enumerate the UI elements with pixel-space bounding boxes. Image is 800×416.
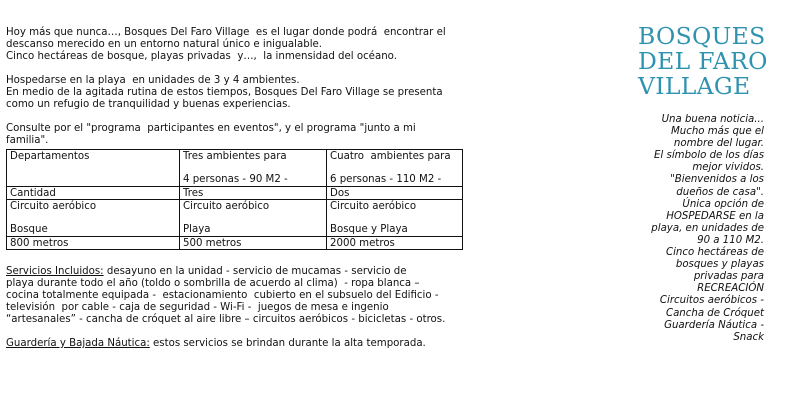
table-row <box>7 150 463 187</box>
table-cell: 500 metros <box>180 236 327 250</box>
logo-line-2: DEL FARO <box>638 47 768 75</box>
sidebar-note: Una buena noticia... Mucho más que el nombre del lugar. El símbolo de los días mejor vividos. "Bienvenidos a los dueños de casa". Única opción de HOSPEDARSE en la playa, en unidades de 90 a 110 M2. Cinco hectáreas de bosques y playas privadas para RECREACIÓN Circuitos aeróbicos - Cancha de Cróquet Guardería Náutica - Snack <box>651 114 764 343</box>
nautical-line <box>6 338 476 350</box>
consult-line-1: Consulte por el "programa participantes en eventos", y el programa "junto a mi <box>6 123 416 134</box>
logo-line-1: BOSQUES <box>638 22 766 50</box>
logo-line-3: VILLAGE <box>638 72 751 100</box>
table-cell: Cantidad <box>7 186 180 200</box>
services-line-4: televisión por cable - caja de seguridad - Wi-Fi - juegos de mesa e ingenio <box>6 302 389 313</box>
intro-line-3: Cinco hectáreas de bosque, playas privadas y…, la inmensidad del océano. <box>6 51 397 62</box>
main-content <box>6 27 476 350</box>
table-row <box>7 236 463 250</box>
stay-line-1: Hospedarse en la playa en unidades de 3 y 4 ambientes. <box>6 75 300 86</box>
services-line-1 <box>6 266 476 278</box>
table-cell: Circuito aeróbico Playa <box>180 200 327 237</box>
apartments-table <box>6 149 463 250</box>
table-cell: Departamentos <box>7 150 180 187</box>
table-cell: Cuatro ambientes para 6 personas - 110 M2 - <box>327 150 463 187</box>
table-cell: Tres <box>180 186 327 200</box>
consult-line-2: familia". <box>6 135 49 146</box>
services-heading: Servicios Incluidos: <box>6 266 104 277</box>
services-line-3: cocina totalmente equipada - estacionamiento cubierto en el subsuelo del Edificio - <box>6 290 439 301</box>
brand-logo <box>638 24 768 99</box>
table-cell: Dos <box>327 186 463 200</box>
table-cell: Circuito aeróbico Bosque y Playa <box>327 200 463 237</box>
table-row <box>7 186 463 200</box>
nautical-text: estos servicios se brindan durante la alta temporada. <box>149 338 426 349</box>
services-line-2: playa durante todo el año (toldo o sombrilla de acuerdo al clima) - ropa blanca – <box>6 278 420 289</box>
services-line-5: “artesanales” - cancha de cróquet al aire libre – circuitos aeróbicos - bicicletas - otros. <box>6 314 446 325</box>
intro-line-2: descanso merecido en un entorno natural único e inigualable. <box>6 39 323 50</box>
table-cell: Tres ambientes para 4 personas - 90 M2 - <box>180 150 327 187</box>
table-cell: 2000 metros <box>327 236 463 250</box>
stay-line-2: En medio de la agitada rutina de estos tiempos, Bosques Del Faro Village se presenta <box>6 87 443 98</box>
services-text: desayuno en la unidad - servicio de mucamas - servicio de <box>103 266 407 277</box>
table-row <box>7 200 463 237</box>
nautical-heading: Guardería y Bajada Náutica: <box>6 338 150 349</box>
stay-line-3: como un refugio de tranquilidad y buenas experiencias. <box>6 99 291 110</box>
table-cell: 800 metros <box>7 236 180 250</box>
intro-line-1: Hoy más que nunca…, Bosques Del Faro Village es el lugar donde podrá encontrar el <box>6 27 446 38</box>
table-cell: Circuito aeróbico Bosque <box>7 200 180 237</box>
